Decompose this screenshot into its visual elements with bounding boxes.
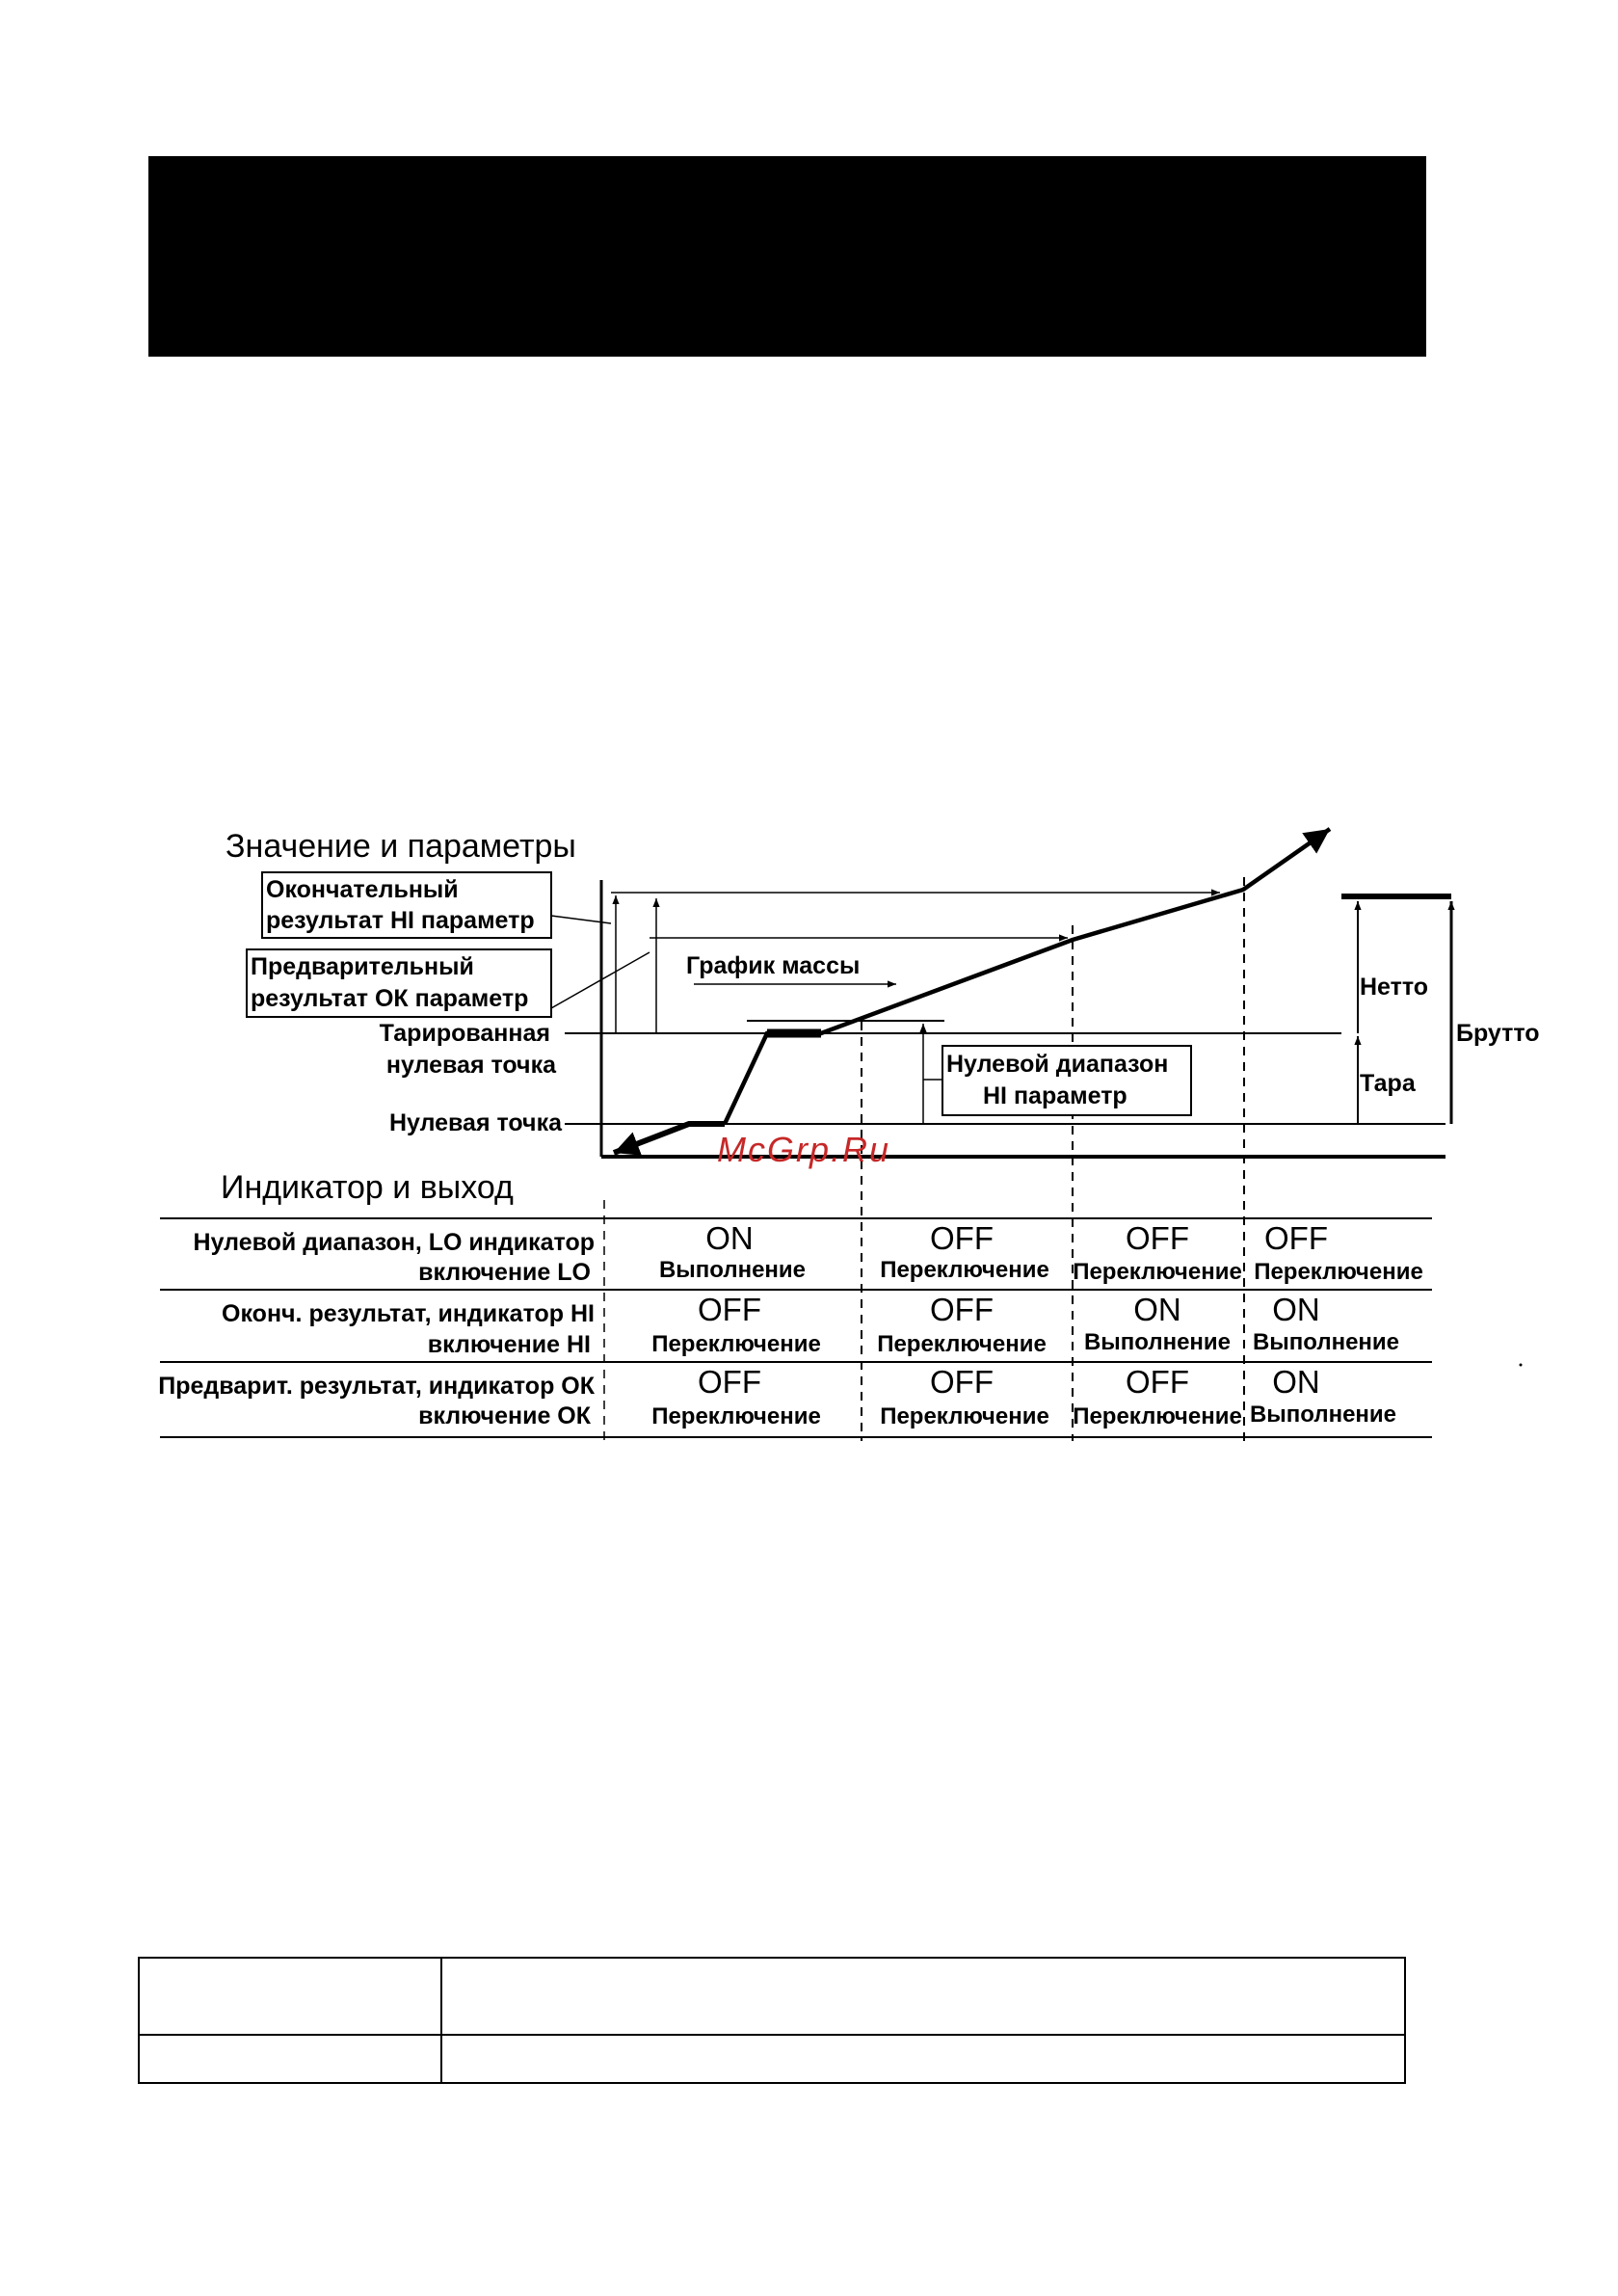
mode-cell: Переключение xyxy=(877,1331,1047,1357)
zero-range-line1: Нулевой диапазон xyxy=(946,1051,1169,1078)
state-cell: OFF xyxy=(1264,1220,1328,1256)
state-cell: OFF xyxy=(1126,1364,1189,1400)
mode-cell: Переключение xyxy=(1073,1403,1242,1429)
bottom-table xyxy=(138,1957,1406,2084)
row-label-line1: Нулевой диапазон, LO индикатор xyxy=(193,1229,595,1256)
mode-cell: Выполнение xyxy=(1083,1329,1232,1355)
zero-point-label: Нулевая точка xyxy=(388,1109,562,1136)
row-label-line2: включение HI xyxy=(427,1331,591,1358)
row-label-line2: включение ОК xyxy=(418,1402,591,1429)
state-cell: ON xyxy=(1272,1364,1320,1400)
mode-cell: Выполнение xyxy=(1249,1402,1397,1428)
mode-cell: Выполнение xyxy=(1252,1329,1400,1355)
state-cell: ON xyxy=(1272,1292,1320,1327)
state-cell: OFF xyxy=(930,1364,994,1400)
state-cell: ON xyxy=(705,1220,754,1256)
table-row xyxy=(139,2035,1405,2083)
watermark: McGrp.Ru xyxy=(717,1130,891,1169)
prelim-param-line1: Предварительный xyxy=(251,953,474,980)
state-cell: OFF xyxy=(930,1220,994,1256)
mode-cell: Переключение xyxy=(880,1257,1049,1283)
table-row xyxy=(222,1292,1399,1358)
state-cell: OFF xyxy=(930,1292,994,1327)
table-cell xyxy=(441,1958,1405,2035)
table-row xyxy=(158,1364,1396,1429)
tare-label: Тара xyxy=(1360,1070,1416,1097)
table-cell xyxy=(139,2035,441,2083)
weight-graph-start xyxy=(614,1124,725,1153)
table-cell xyxy=(441,2035,1405,2083)
state-cell: OFF xyxy=(1126,1220,1189,1256)
row-label-line2: включение LO xyxy=(418,1259,591,1286)
mode-cell: Переключение xyxy=(1073,1259,1242,1285)
state-cell: OFF xyxy=(698,1364,761,1400)
gross-label: Брутто xyxy=(1456,1020,1540,1047)
state-cell: ON xyxy=(1133,1292,1181,1327)
mode-cell: Переключение xyxy=(880,1403,1049,1429)
values-title: Значение и параметры xyxy=(225,828,576,865)
net-label: Нетто xyxy=(1360,974,1429,1001)
mode-cell: Переключение xyxy=(651,1331,821,1357)
mode-cell: Выполнение xyxy=(658,1257,807,1283)
table-row xyxy=(139,1958,1405,2035)
tared-zero-line1: Тарированная xyxy=(379,1020,550,1047)
stray-dot xyxy=(1520,1364,1523,1367)
mode-cell: Переключение xyxy=(1254,1259,1423,1285)
table-cell xyxy=(139,1958,441,2035)
prelim-param-line2: результат ОК параметр xyxy=(251,985,529,1012)
final-param-line1: Окончательный xyxy=(266,876,459,903)
zero-range-line2: HI параметр xyxy=(983,1082,1127,1109)
output-title: Индикатор и выход xyxy=(221,1169,514,1206)
mode-cell: Переключение xyxy=(651,1403,821,1429)
row-label-line1: Оконч. результат, индикатор HI xyxy=(222,1300,595,1327)
weight-graph-label: График массы xyxy=(686,952,861,979)
table-row xyxy=(194,1220,1423,1286)
tared-zero-line2: нулевая точка xyxy=(385,1052,556,1079)
final-param-line2: результат HI параметр xyxy=(266,907,535,934)
state-cell: OFF xyxy=(698,1292,761,1327)
row-label-line1: Предварит. результат, индикатор ОК xyxy=(158,1373,595,1400)
